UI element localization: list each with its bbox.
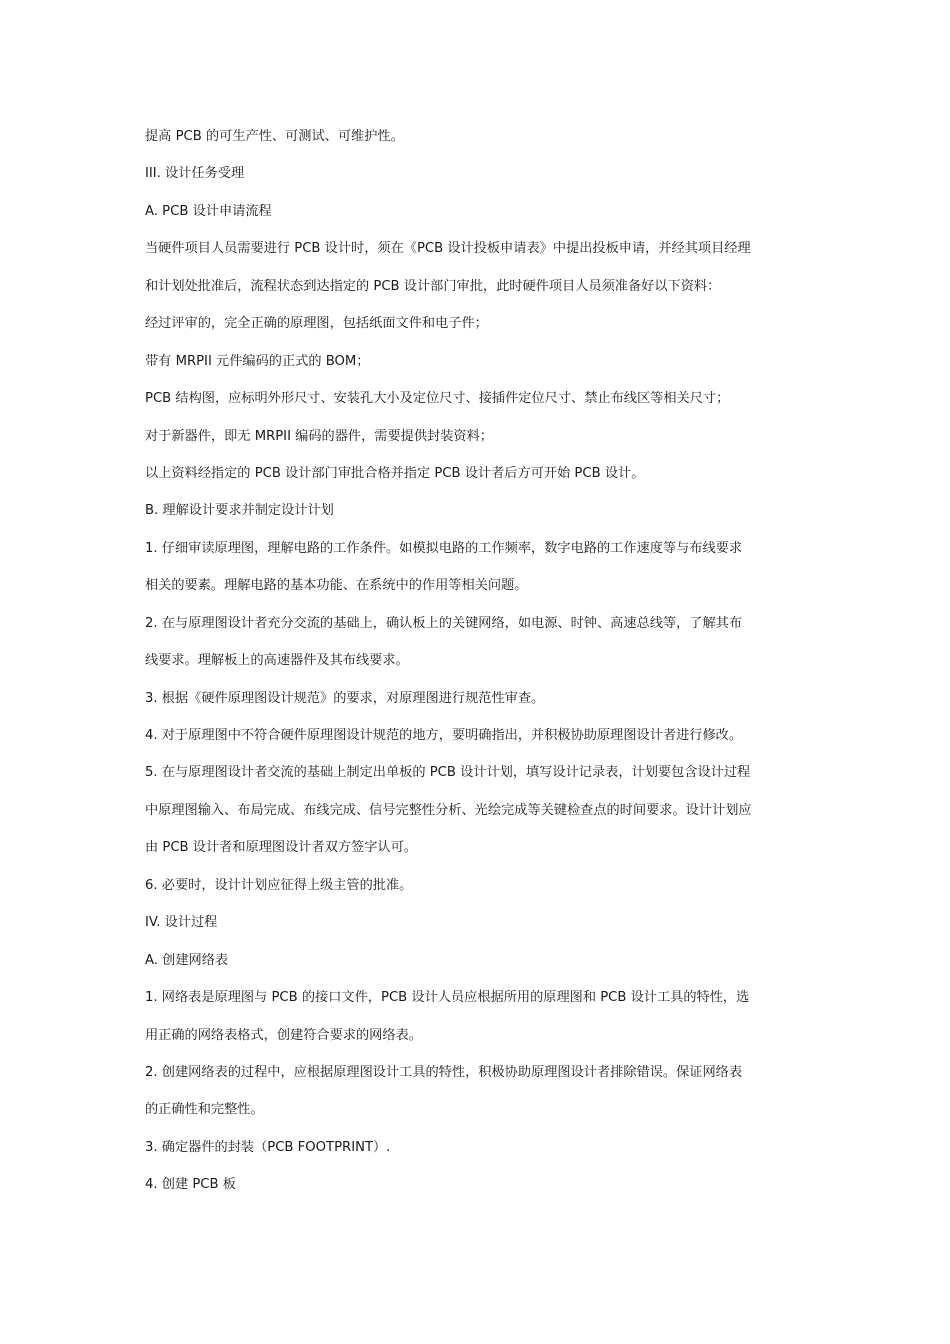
list-item: 带有 MRPII 元件编码的正式的 BOM； <box>145 353 370 369</box>
list-item: 3. 确定器件的封装（PCB FOOTPRINT）. <box>145 1139 391 1155</box>
list-item: 2. 创建网络表的过程中，应根据原理图设计工具的特性，积极协助原理图设计者排除错误。保证网络表 <box>145 1064 743 1080</box>
list-item: 6. 必要时，设计计划应征得上级主管的批准。 <box>145 877 413 893</box>
list-item: 3. 根据《硬件原理图设计规范》的要求，对原理图进行规范性审查。 <box>145 690 545 706</box>
list-item: 对于新器件，即无 MRPII 编码的器件，需要提供封装资料； <box>145 428 493 444</box>
text-line: 线要求。理解板上的高速器件及其布线要求。 <box>145 653 409 669</box>
text-line: 提高 PCB 的可生产性、可测试、可维护性。 <box>145 129 404 144</box>
document-body <box>145 118 810 1204</box>
text-line: 当硬件项目人员需要进行 PCB 设计时，须在《PCB 设计投板申请表》中提出投板申请，并经其项目经理 <box>145 241 751 257</box>
text-line: 用正确的网络表格式，创建符合要求的网络表。 <box>145 1027 422 1043</box>
text-line: 以上资料经指定的 PCB 设计部门审批合格并指定 PCB 设计者后方可开始 PCB 设计。 <box>145 465 645 481</box>
list-item: 1. 仔细审读原理图，理解电路的工作条件。如模拟电路的工作频率，数字电路的工作速度等与布线要求 <box>145 540 743 556</box>
text-line: 相关的要素。理解电路的基本功能、在系统中的作用等相关问题。 <box>145 578 528 594</box>
text-line: 由 PCB 设计者和原理图设计者双方签字认可。 <box>145 840 417 856</box>
list-item: 经过评审的，完全正确的原理图，包括纸面文件和电子件； <box>145 316 488 332</box>
list-item: 4. 创建 PCB 板 <box>145 1177 236 1193</box>
section-heading: IV. 设计过程 <box>145 915 218 931</box>
text-line: 和计划处批准后，流程状态到达指定的 PCB 设计部门审批，此时硬件项目人员须准备好以下资料： <box>145 278 721 294</box>
list-item: 5. 在与原理图设计者交流的基础上制定出单板的 PCB 设计计划，填写设计记录表，计划要包含设计过程 <box>145 765 751 781</box>
list-item: 4. 对于原理图中不符合硬件原理图设计规范的地方，要明确指出，并积极协助原理图设计者进行修改。 <box>145 728 743 743</box>
subsection-heading: A. PCB 设计申请流程 <box>145 203 272 219</box>
subsection-heading: B. 理解设计要求并制定设计计划 <box>145 503 334 519</box>
section-heading: III. 设计任务受理 <box>145 166 245 182</box>
list-item: PCB 结构图，应标明外形尺寸、安装孔大小及定位尺寸、接插件定位尺寸、禁止布线区等相关尺寸； <box>145 391 730 407</box>
text-line: 的正确性和完整性。 <box>145 1102 264 1118</box>
subsection-heading: A. 创建网络表 <box>145 952 229 968</box>
list-item: 2. 在与原理图设计者充分交流的基础上，确认板上的关键网络，如电源、时钟、高速总线等，了解其布 <box>145 615 743 631</box>
list-item: 1. 网络表是原理图与 PCB 的接口文件，PCB 设计人员应根据所用的原理图和 PCB 设计工具的特性，选 <box>145 990 750 1006</box>
text-line: 中原理图输入、布局完成、布线完成、信号完整性分析、光绘完成等关键检查点的时间要求。设计计划应 <box>145 802 752 818</box>
